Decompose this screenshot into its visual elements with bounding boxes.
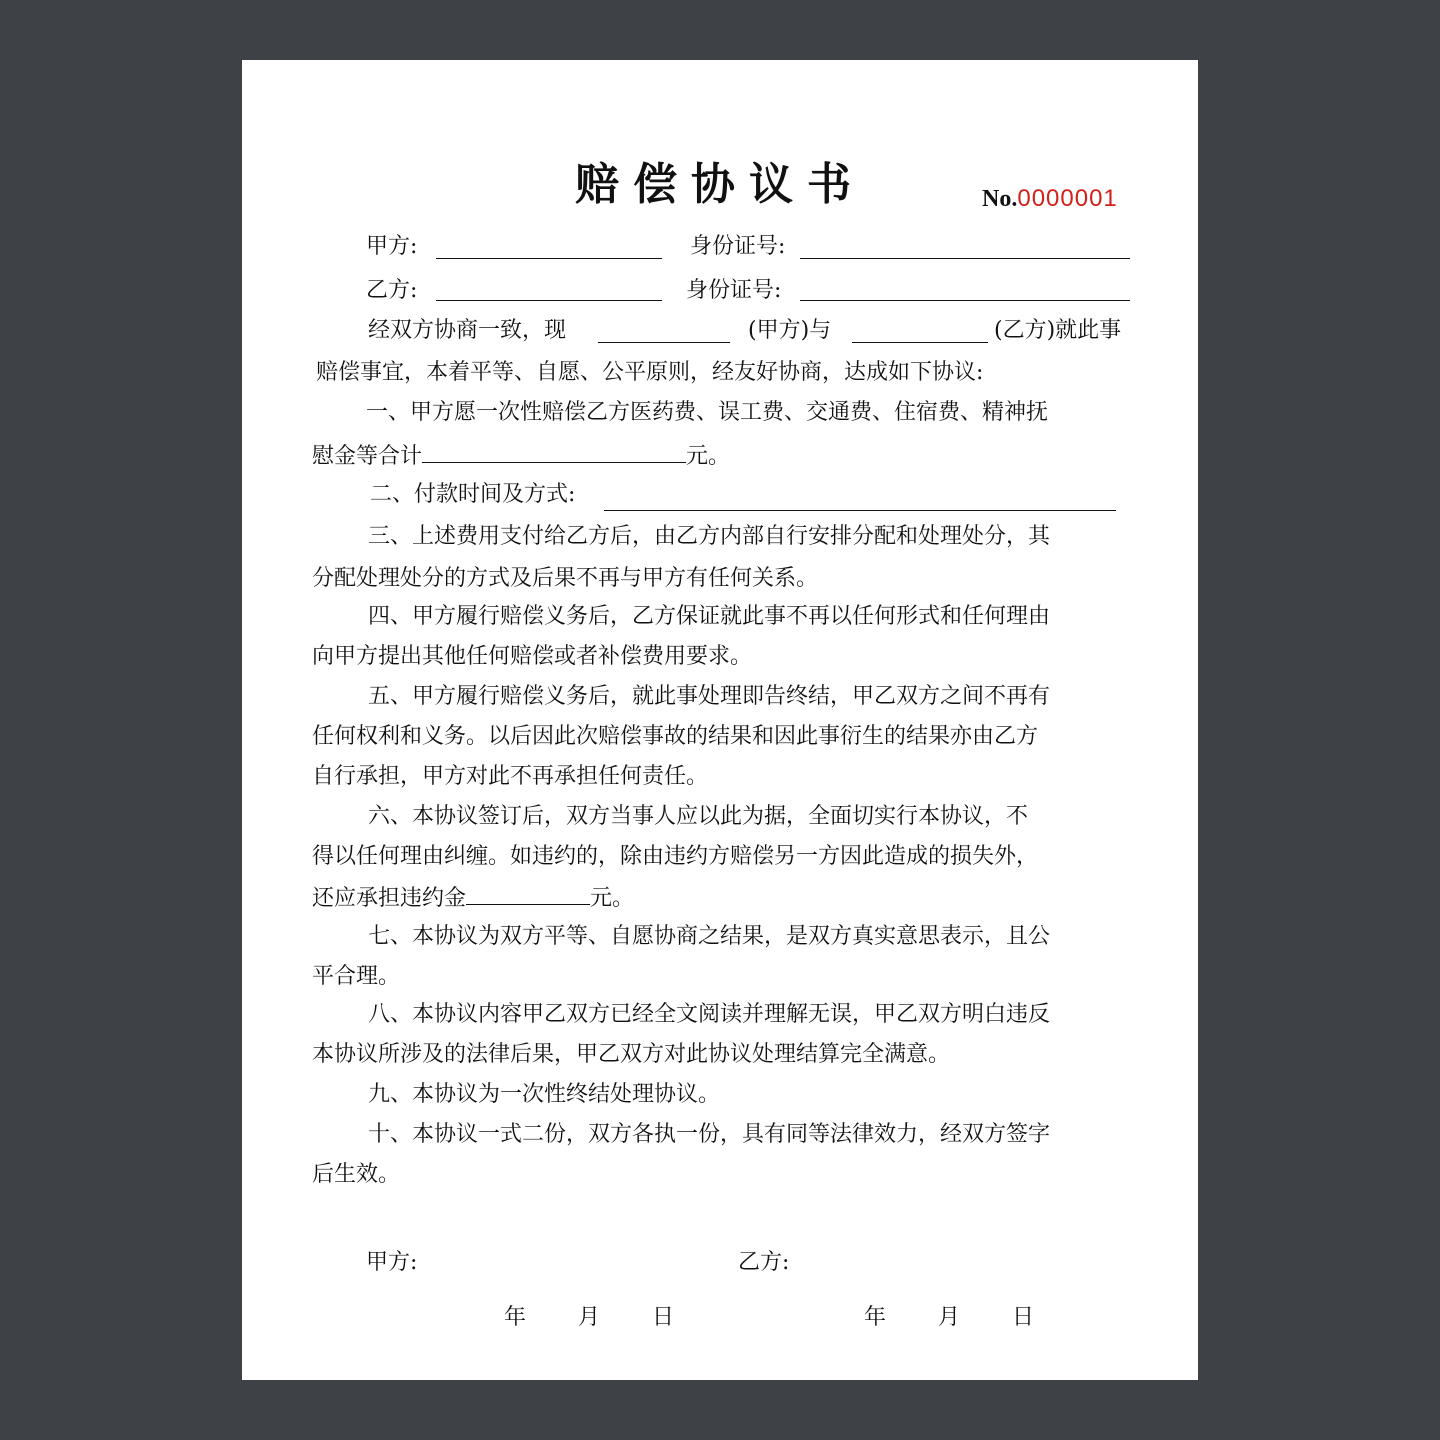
clause-1-text-a: 慰金等合计 (312, 444, 423, 469)
date-a-day: 日 (652, 1305, 675, 1330)
clause-9-line-1: 九、本协议为一次性终结处理协议。 (368, 1082, 721, 1107)
clause-6-line-2: 得以任何理由纠缠。如违约的，除由违约方赔偿另一方因此造成的损失外， (312, 844, 1039, 869)
signature-party-a-label: 甲方: (366, 1250, 418, 1275)
date-a-year: 年 (504, 1305, 527, 1330)
penalty-amount-field[interactable] (466, 882, 590, 905)
intro-party-b-field[interactable] (852, 342, 988, 343)
intro-text-1: 经双方协商一致，现 (368, 318, 567, 343)
intro-text-3: (乙方)就此事 (994, 318, 1122, 343)
date-b-year: 年 (864, 1305, 887, 1330)
id-b-label: 身份证号: (686, 278, 782, 303)
clause-7-line-2: 平合理。 (312, 964, 401, 989)
total-amount-field[interactable] (422, 440, 686, 463)
agreement-sheet (242, 60, 1198, 1380)
party-a-label: 甲方: (366, 234, 418, 259)
serial-number (982, 184, 1118, 213)
clause-2-line-1: 二、付款时间及方式: (370, 482, 576, 507)
serial-value: 0000001 (1017, 185, 1118, 212)
clause-3-line-2: 分配处理处分的方式及后果不再与甲方有任何关系。 (312, 566, 819, 591)
clause-1-line-2 (312, 440, 730, 470)
clause-1-text-b: 元。 (686, 444, 731, 469)
intro-text-4: 赔偿事宜，本着平等、自愿、公平原则，经友好协商，达成如下协议: (316, 360, 984, 385)
clause-4-line-1: 四、甲方履行赔偿义务后，乙方保证就此事不再以任何形式和任何理由 (368, 604, 1051, 629)
clause-8-line-2: 本协议所涉及的法律后果，甲乙双方对此协议处理结算完全满意。 (312, 1042, 951, 1067)
id-a-number-field[interactable] (800, 258, 1130, 259)
party-a-name-field[interactable] (436, 258, 662, 259)
clause-10-line-2: 后生效。 (312, 1162, 401, 1187)
clause-3-line-1: 三、上述费用支付给乙方后，由乙方内部自行安排分配和处理处分，其 (368, 524, 1051, 549)
date-b-month: 月 (938, 1305, 961, 1330)
clause-6-line-1: 六、本协议签订后，双方当事人应以此为据，全面切实行本协议，不 (368, 804, 1029, 829)
clause-4-line-2: 向甲方提出其他任何赔偿或者补偿费用要求。 (312, 644, 753, 669)
clause-10-line-1: 十、本协议一式二份，双方各执一份，具有同等法律效力，经双方签字 (368, 1122, 1051, 1147)
intro-text-2: (甲方)与 (748, 318, 832, 343)
clause-6-text-b: 元。 (590, 886, 635, 911)
clause-5-line-2: 任何权利和义务。以后因此次赔偿事故的结果和因此事衍生的结果亦由乙方 (312, 724, 1039, 749)
date-b-day: 日 (1012, 1305, 1035, 1330)
serial-label: No. (982, 186, 1018, 212)
clause-1-line-1: 一、甲方愿一次性赔偿乙方医药费、误工费、交通费、住宿费、精神抚 (366, 400, 1049, 425)
id-b-number-field[interactable] (800, 300, 1130, 301)
payment-method-field[interactable] (604, 510, 1116, 511)
id-a-label: 身份证号: (690, 234, 786, 259)
clause-5-line-1: 五、甲方履行赔偿义务后，就此事处理即告终结，甲乙双方之间不再有 (368, 684, 1051, 709)
clause-5-line-3: 自行承担，甲方对此不再承担任何责任。 (312, 764, 709, 789)
signature-party-b-label: 乙方: (738, 1250, 790, 1275)
clause-6-text-a: 还应承担违约金 (312, 886, 467, 911)
clause-8-line-1: 八、本协议内容甲乙双方已经全文阅读并理解无误，甲乙双方明白违反 (368, 1002, 1051, 1027)
party-b-name-field[interactable] (436, 300, 662, 301)
party-b-label: 乙方: (366, 278, 418, 303)
document-title: 赔偿协议书 (575, 159, 865, 210)
clause-7-line-1: 七、本协议为双方平等、自愿协商之结果，是双方真实意思表示，且公 (368, 924, 1051, 949)
intro-party-a-field[interactable] (598, 342, 730, 343)
date-a-month: 月 (578, 1305, 601, 1330)
clause-6-line-3 (312, 882, 634, 912)
